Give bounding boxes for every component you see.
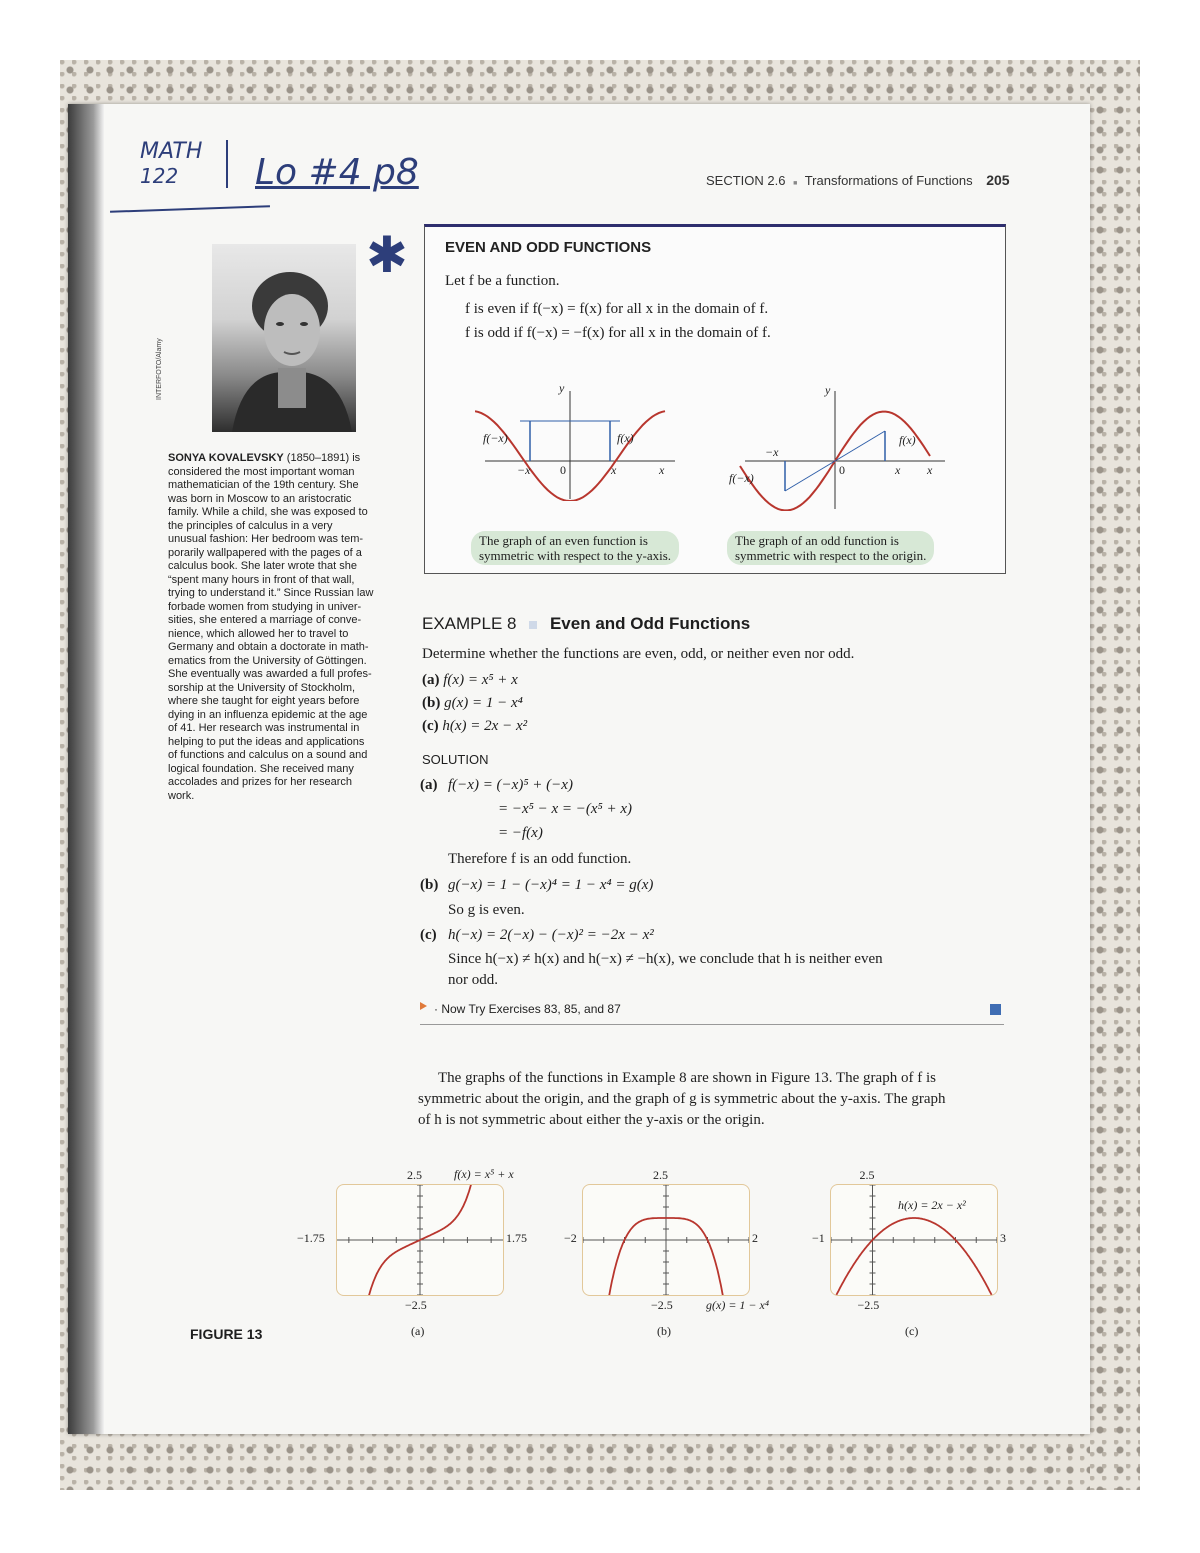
now-try-text: Now Try Exercises 83, 85, and 87	[441, 1002, 621, 1016]
even-x-axis-label: x	[659, 463, 665, 477]
bio-line: logical foundation. She received many	[168, 762, 354, 775]
solution-b-step1: g(−x) = 1 − (−x)⁴ = 1 − x⁴ = g(x)	[448, 877, 654, 893]
bio-line: considered the most important woman	[168, 465, 355, 478]
bio-line: trying to understand it.” Since Russian law	[168, 587, 374, 599]
even-function-graph	[475, 381, 705, 501]
bio-line: ematics from the University of Göttingen.	[168, 654, 367, 667]
figure-ymin-label: −2.5	[651, 1298, 673, 1312]
solution-c-conclusion-line1: Since h(−x) ≠ h(x) and h(−x) ≠ −h(x), we conclude that h is neither even	[448, 951, 883, 967]
solution-a-tag: (a)	[420, 777, 438, 793]
even-f-pos-label: f(x)	[617, 431, 634, 445]
paragraph-line2: symmetric about the origin, and the graph of g is symmetric about the y-axis. The graph	[418, 1091, 946, 1107]
solution-label: SOLUTION	[422, 752, 489, 767]
bio-line: She eventually was awarded a full profes-	[168, 668, 372, 680]
figure-caption: (a)	[411, 1324, 425, 1338]
figure-ymin-label: −2.5	[857, 1298, 880, 1312]
example-part-expr: h(x) = 2x − x²	[442, 718, 528, 734]
even-origin-label: 0	[560, 463, 566, 477]
portrait-illustration	[212, 244, 356, 432]
figure-label: FIGURE 13	[190, 1326, 263, 1342]
bio-line: of functions and calculus on a sound and	[168, 749, 368, 761]
figure-paragraph	[418, 1068, 946, 1131]
handwritten-star-mark: ✱	[366, 226, 408, 284]
example-part-tag: (c)	[422, 718, 443, 734]
bio-line: “spent many hours in front of that wall,	[168, 573, 355, 586]
odd-caption-line2: symmetric with respect to the origin.	[735, 548, 927, 563]
header-section: SECTION 2.6	[706, 173, 786, 188]
figure-panel-plot	[336, 1184, 504, 1296]
example-prompt: Determine whether the functions are even, odd, or neither even nor odd.	[422, 646, 855, 662]
figure-ymin-label: −2.5	[405, 1298, 427, 1312]
odd-f-neg-label: f(−x)	[729, 471, 754, 485]
figure-function-label: h(x) = 2x − x²	[898, 1198, 966, 1212]
solution-a-step2: = −x⁵ − x = −(x⁵ + x)	[498, 801, 633, 817]
figure-xmax-label: 1.75	[506, 1231, 527, 1245]
figure-xmin-label: −1.75	[297, 1231, 325, 1245]
page-binding-shadow	[68, 104, 104, 1434]
bio-line: where she taught for eight years before	[168, 695, 360, 707]
bio-line: family. While a child, she was exposed to	[168, 506, 368, 518]
biography-sidebar	[168, 452, 398, 803]
header-title: Transformations of Functions	[804, 173, 973, 188]
bio-first-line	[168, 452, 398, 466]
example-part	[422, 695, 523, 712]
example-separator-icon	[529, 621, 537, 629]
bio-line: Germany and obtain a doctorate in math-	[168, 641, 369, 653]
example-label: EXAMPLE 8	[422, 614, 517, 633]
example-part-expr: g(x) = 1 − x⁴	[444, 695, 523, 711]
odd-neg-x-label: −x	[765, 445, 779, 459]
paragraph-line3: of h is not symmetric about either the y-axis or the origin.	[418, 1112, 765, 1128]
handwritten-course-line1: MATH	[140, 139, 203, 164]
now-try-exercises[interactable]: · Now Try Exercises 83, 85, and 87	[434, 1002, 621, 1016]
even-y-label: y	[559, 381, 565, 395]
bio-line: of 41. Her research was instrumental in	[168, 722, 360, 734]
handwritten-note: Lo #4 p8	[255, 152, 419, 193]
example-divider	[420, 1024, 1004, 1025]
figure-xmax-label: 3	[1000, 1231, 1006, 1245]
running-header	[706, 172, 1010, 188]
odd-y-label: y	[825, 383, 831, 397]
solution-c-tag: (c)	[420, 927, 437, 943]
bio-line: dying in an influenza epidemic at the age	[168, 708, 368, 721]
odd-caption	[727, 531, 934, 565]
bio-line: forbade women from studying in univer-	[168, 600, 362, 613]
bio-line: was born in Moscow to an aristocratic	[168, 492, 352, 505]
odd-caption-line1: The graph of an odd function is	[735, 533, 899, 548]
bio-line: sorship at the University of Stockholm,	[168, 681, 356, 694]
example-part-tag: (a)	[422, 672, 444, 688]
example-part-expr: f(x) = x⁵ + x	[443, 672, 518, 688]
solution-c-conclusion-line2: nor odd.	[448, 972, 498, 988]
solution-b-tag: (b)	[420, 877, 439, 893]
bio-line: porarily wallpapered with the pages of a	[168, 546, 362, 559]
example-heading	[422, 614, 750, 634]
bio-line: work.	[168, 789, 195, 802]
odd-function-graph	[725, 381, 955, 511]
figure-ymax-label: 2.5	[859, 1168, 875, 1182]
figure-xmax-label: 2	[752, 1231, 758, 1245]
solution-a-step3: = −f(x)	[498, 825, 543, 841]
figure-xmin-label: −2	[564, 1231, 577, 1245]
definition-box	[424, 224, 1006, 574]
bio-name: SONYA KOVALEVSKY	[168, 452, 284, 464]
end-of-example-square	[990, 1004, 1001, 1015]
figure-ymax-label: 2.5	[653, 1168, 668, 1182]
odd-x-axis-label: x	[927, 463, 933, 477]
bio-line: accolades and prizes for her research	[168, 776, 353, 788]
figure-function-label: f(x) = x⁵ + x	[454, 1167, 514, 1181]
figure-function-label: g(x) = 1 − x⁴	[706, 1298, 770, 1312]
bio-years: (1850–1891) is	[283, 452, 361, 464]
even-caption	[471, 531, 679, 565]
handwritten-course-label	[140, 140, 228, 188]
even-caption-line2: symmetric with respect to the y-axis.	[479, 548, 672, 563]
example-part	[422, 672, 518, 689]
even-neg-x-label: −x	[517, 463, 531, 477]
bio-line: mathematician of the 19th century. She	[168, 479, 359, 491]
bio-line: calculus book. She later wrote that she	[168, 560, 357, 572]
solution-a-step1: f(−x) = (−x)⁵ + (−x)	[448, 777, 573, 793]
odd-pos-x-label: x	[895, 463, 901, 477]
even-caption-line1: The graph of an even function is	[479, 533, 648, 548]
photo-credit: INTERFOTO/Alamy	[156, 338, 163, 400]
figure-xmin-label: −1	[812, 1231, 825, 1245]
handwritten-course-line2: 122	[140, 164, 179, 188]
box-intro: Let f be a function.	[445, 273, 560, 289]
example-part-tag: (b)	[422, 695, 445, 711]
portrait-photo	[212, 244, 356, 432]
bio-text	[168, 466, 398, 804]
even-pos-x-label: x	[611, 463, 617, 477]
bio-line: unusual fashion: Her bedroom was tem-	[168, 533, 364, 545]
figure-panel-plot	[582, 1184, 750, 1296]
bio-line: nience, which allowed her to travel to	[168, 627, 349, 640]
paragraph-line1: The graphs of the functions in Example 8 are shown in Figure 13. The graph of f is	[438, 1070, 936, 1086]
figure-caption: (c)	[905, 1324, 919, 1338]
odd-origin-label: 0	[839, 463, 845, 477]
even-f-neg-label: f(−x)	[483, 431, 508, 445]
bio-line: helping to put the ideas and applications	[168, 735, 365, 748]
solution-a-conclusion: Therefore f is an odd function.	[448, 851, 632, 867]
example-part	[422, 718, 527, 735]
solution-c-step1: h(−x) = 2(−x) − (−x)² = −2x − x²	[448, 927, 654, 943]
figure-caption: (b)	[657, 1324, 671, 1338]
solution-b-conclusion: So g is even.	[448, 902, 525, 918]
now-try-arrow-icon	[420, 1002, 427, 1010]
box-title: EVEN AND ODD FUNCTIONS	[445, 239, 652, 256]
bio-line: sities, she entered a marriage of conve-	[168, 614, 362, 626]
figure-curve	[831, 1218, 997, 1296]
page-number: 205	[986, 172, 1010, 188]
header-separator: ■	[793, 180, 798, 187]
odd-f-pos-label: f(x)	[899, 433, 916, 447]
odd-definition: f is odd if f(−x) = −f(x) for all x in the domain of f.	[465, 325, 771, 341]
figure-ymax-label: 2.5	[407, 1168, 422, 1182]
bio-line: the principles of calculus in a very	[168, 519, 333, 532]
example-title: Even and Odd Functions	[549, 614, 751, 633]
lace-background-right	[1090, 60, 1140, 1490]
even-definition: f is even if f(−x) = f(x) for all x in the domain of f.	[465, 301, 769, 317]
